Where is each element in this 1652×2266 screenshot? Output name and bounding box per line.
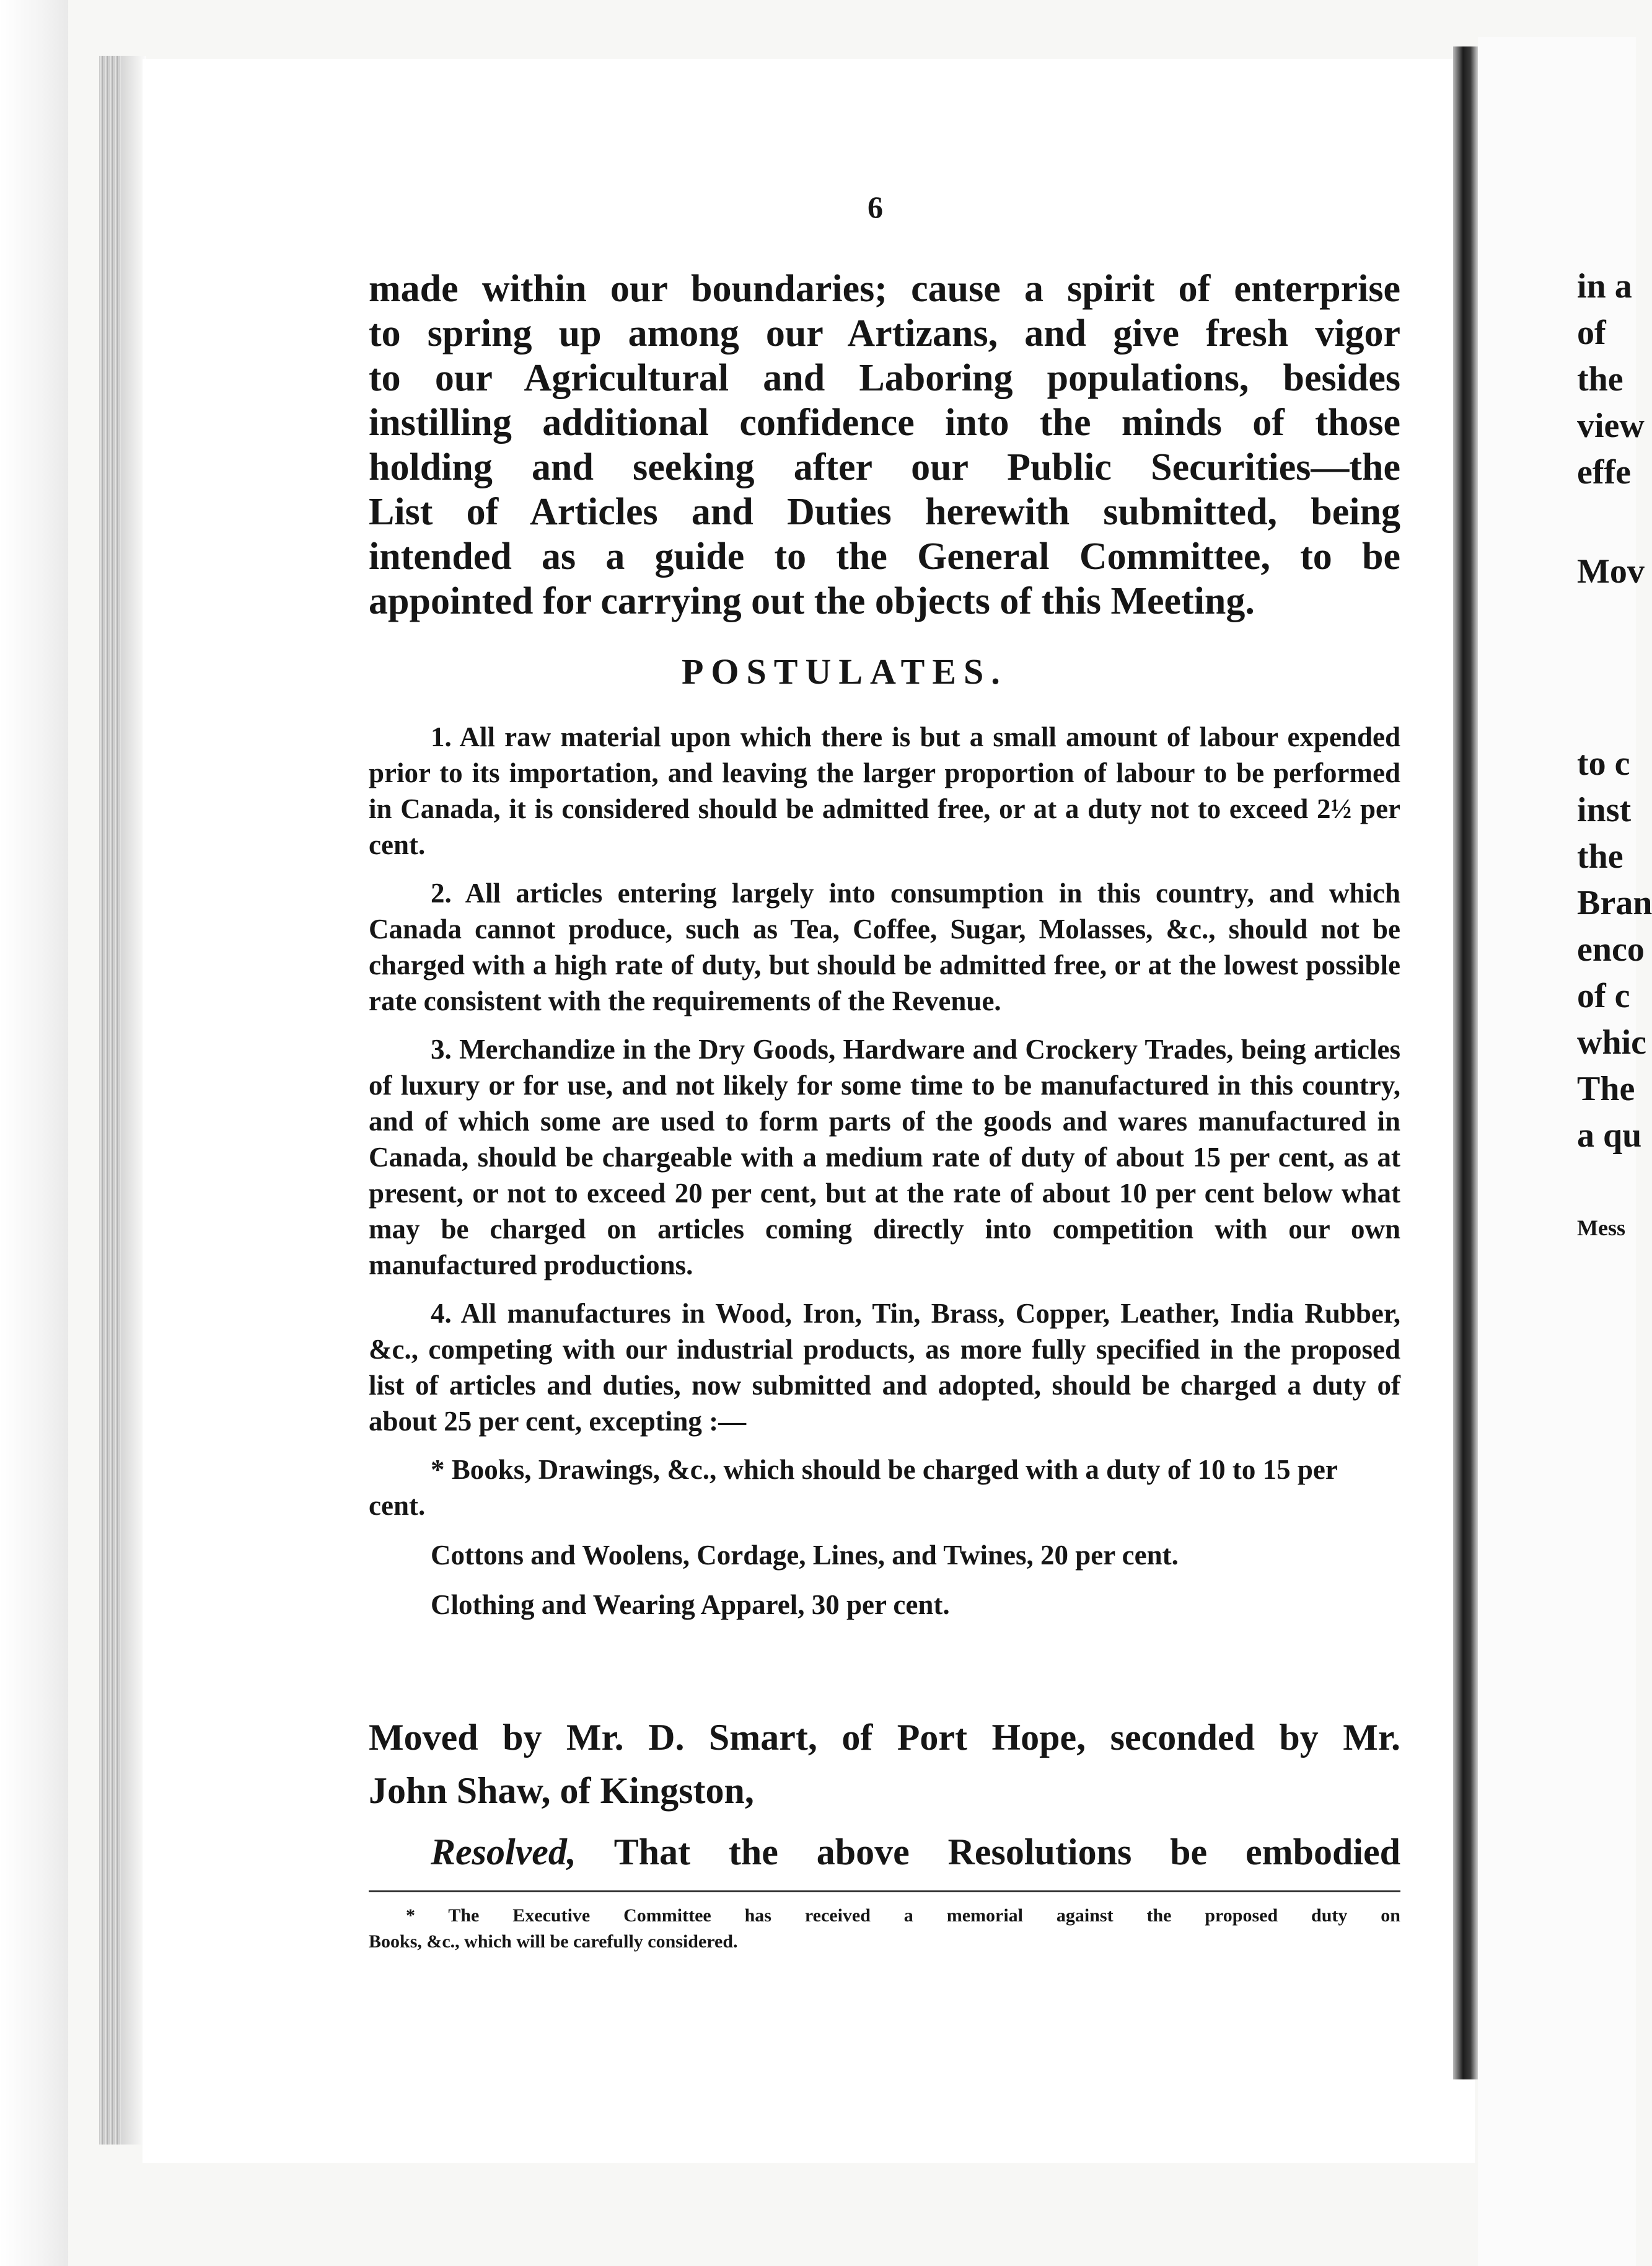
book-gutter-left (99, 56, 121, 2145)
resolution-line (369, 1828, 1400, 1876)
facing-fragment: in a (1577, 267, 1632, 306)
motion-paragraph (369, 1711, 1400, 1817)
motion-line: Moved by Mr. D. Smart, of Port Hope, seconded by Mr. (369, 1717, 1400, 1758)
scan-margin (0, 0, 68, 2266)
lead-line: holding and seeking after our Public Securities—the (369, 446, 1400, 488)
postulate-item (369, 875, 1400, 1019)
postulate-number: 2. (431, 878, 452, 909)
facing-fragment: a qu (1577, 1116, 1642, 1155)
footnote (369, 1903, 1400, 1955)
postulate-text: All articles entering largely into consumption in this country, and which Canada cannot produce, such as Tea, Coffee, Sugar, Molasses, &c., should not be charged with a high rate of duty, but should be admitted free, or at the lowest possible rate consistent with the requirements of the Revenue. (369, 878, 1400, 1016)
postulate-item (369, 719, 1400, 863)
facing-fragment: effe (1577, 453, 1632, 492)
postulate-item (369, 1031, 1400, 1283)
exception-item: Cottons and Woolens, Cordage, Lines, and Twines, 20 per cent. (431, 1540, 1179, 1571)
postulate-text: All raw material upon which there is but a small amount of labour expended prior to its importation, and leaving the larger proportion of labour to be performed in Canada, it is considered should be admitted free, or at a duty not to exceed 2½ per cent. (369, 721, 1400, 860)
page-number: 6 (868, 190, 883, 224)
facing-fragment: to c (1577, 744, 1630, 783)
footnote-line: * The Executive Committee has received a memorial against the proposed duty on (406, 1905, 1400, 1926)
facing-fragment: enco (1577, 930, 1645, 969)
postulate-number: 1. (431, 721, 452, 752)
facing-fragment: inst (1577, 791, 1632, 829)
section-heading: POSTULATES. (682, 651, 1008, 692)
lead-line: List of Articles and Duties herewith submitted, being (369, 491, 1400, 533)
lead-line: made within our boundaries; cause a spirit of enterprise (369, 268, 1400, 310)
resolved-text: That the above Resolutions be embodied (613, 1832, 1400, 1872)
postulate-item (369, 1295, 1400, 1439)
facing-fragment: the (1577, 360, 1623, 399)
lead-paragraph (369, 267, 1400, 624)
lead-line: appointed for carrying out the objects of this Meeting. (369, 580, 1255, 622)
facing-fragment: The (1577, 1070, 1635, 1108)
facing-fragment: Bran (1577, 884, 1652, 922)
book-spine (1453, 46, 1478, 2079)
lead-line: intended as a guide to the General Committee, to be (369, 536, 1400, 578)
resolved-word: Resolved, (431, 1832, 576, 1872)
facing-fragment: view (1577, 407, 1645, 445)
postulate-text: Merchandize in the Dry Goods, Hardware and Crockery Trades, being articles of luxury or for use, and not likely for some time to be manufactured in this country, and of which some are used to form parts of the goods and wares manufactured in Canada, should be chargeable with a medium rate of duty of about 15 per cent, as at present, or not to exceed 20 per cent, but at the rate of about 10 per cent below what may be charged on articles coming directly into competition with our own manufactured productions. (369, 1034, 1400, 1281)
motion-line: John Shaw, of Kingston, (369, 1770, 754, 1811)
facing-fragment: of (1577, 314, 1606, 352)
exception-item: * Books, Drawings, &c., which should be charged with a duty of 10 to 15 per cent. (369, 1454, 1338, 1521)
exception-item: Clothing and Wearing Apparel, 30 per cent. (431, 1589, 950, 1620)
postulate-text: All manufactures in Wood, Iron, Tin, Brass, Copper, Leather, India Rubber, &c., competing with our industrial products, as more fully specified in the proposed list of articles and duties, now submitted and adopted, should be charged a duty of about 25 per cent, excepting :— (369, 1298, 1400, 1437)
facing-fragment: the (1577, 837, 1623, 876)
facing-fragment: Mess (1577, 1215, 1625, 1240)
lead-line: to spring up among our Artizans, and give fresh vigor (369, 312, 1400, 355)
lead-line: instilling additional confidence into the minds of those (369, 402, 1400, 444)
facing-fragment: Mov (1577, 552, 1645, 591)
facing-fragment: of c (1577, 977, 1630, 1015)
footnote-rule (369, 1890, 1400, 1892)
lead-line: to our Agricultural and Laboring populations, besides (369, 357, 1400, 399)
footnote-line: Books, &c., which will be carefully considered. (369, 1931, 738, 1952)
facing-fragment: whic (1577, 1023, 1646, 1062)
facing-page (1478, 37, 1652, 2266)
postulate-number: 4. (431, 1298, 452, 1329)
postulate-number: 3. (431, 1034, 452, 1065)
postulates-list (369, 719, 1400, 1636)
